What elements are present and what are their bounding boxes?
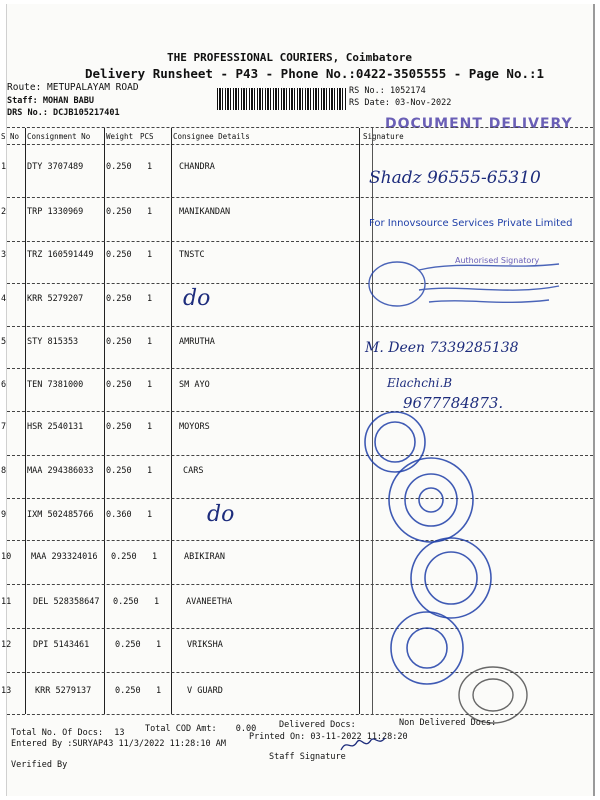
- company-name: THE PROFESSIONAL COURIERS, Coimbatore: [167, 51, 413, 64]
- row-weight: 0.360: [106, 510, 132, 520]
- row-weight: 0.250: [115, 640, 141, 650]
- row-consignment: KRR 5279207: [27, 294, 84, 304]
- row-consignee: VRIKSHA: [187, 640, 223, 650]
- v-guard-seal-stamp: [453, 664, 533, 726]
- delivered-docs-label: Delivered Docs:: [279, 720, 356, 730]
- row-consignment: DEL 528358647: [33, 597, 100, 607]
- row-consignee: CHANDRA: [179, 162, 215, 172]
- staff-signature-scribble: [339, 732, 389, 756]
- row-sno: 7: [1, 422, 7, 432]
- total-docs-value: 13: [114, 728, 125, 738]
- runsheet-page: [1, 4, 595, 796]
- col-pcs: PCS: [140, 132, 154, 141]
- row-pcs: 1: [147, 162, 153, 172]
- row-pcs: 1: [156, 686, 162, 696]
- total-cod-label: Total COD Amt:: [145, 724, 217, 734]
- signature-row-5: M. Deen 7339285138: [365, 340, 519, 356]
- ditto-mark: do: [207, 502, 235, 527]
- header-bottom-rule: [7, 144, 593, 145]
- row-sno: 4: [1, 294, 7, 304]
- col-sno: S No: [1, 132, 20, 141]
- row-pcs: 1: [147, 207, 153, 217]
- row-consignment: TEN 7381000: [27, 380, 84, 390]
- row-weight: 0.250: [106, 294, 132, 304]
- row-consignment: IXM 502485766: [27, 510, 94, 520]
- row-pcs: 1: [154, 597, 160, 607]
- runsheet-title: Delivery Runsheet - P43 - Phone No.:0422-3505555 - Page No.:1: [85, 66, 545, 81]
- col-divider: [359, 128, 360, 714]
- row-weight: 0.250: [106, 162, 132, 172]
- row-rule: [7, 368, 593, 369]
- row-pcs: 1: [147, 422, 153, 432]
- row-pcs: 1: [147, 294, 153, 304]
- col-divider: [171, 128, 172, 714]
- signature-row-1: Shadz 96555-65310: [369, 168, 541, 188]
- innovsource-stamp: For Innovsource Services Private Limited: [369, 218, 573, 229]
- row-pcs: 1: [147, 466, 153, 476]
- entered-by: Entered By :SURYAP43 11/3/2022 11:28:10 AM: [11, 739, 226, 749]
- barcode: [217, 88, 347, 110]
- row-pcs: 1: [156, 640, 162, 650]
- row-consignee: CARS: [183, 466, 204, 476]
- rs-number: RS No.: 1052174: [349, 86, 426, 96]
- row-sno: 10: [1, 552, 12, 562]
- row-consignment: MAA 294386033: [27, 466, 94, 476]
- row-sno: 12: [1, 640, 12, 650]
- row-rule: [7, 498, 593, 499]
- row-consignment: TRP 1330969: [27, 207, 84, 217]
- row-weight: 0.250: [115, 686, 141, 696]
- signature-row-6-phone: 9677784873.: [403, 394, 504, 412]
- row-consignee: ABIKIRAN: [184, 552, 225, 562]
- row-pcs: 1: [147, 250, 153, 260]
- col-divider: [104, 128, 105, 714]
- printed-on: Printed On: 03-11-2022 11:28:20: [249, 732, 408, 742]
- total-docs: [11, 728, 125, 738]
- authorised-signatory-stamp: Authorised Signatory: [455, 256, 540, 265]
- row-sno: 6: [1, 380, 7, 390]
- row-consignee: TNSTC: [179, 250, 205, 260]
- row-weight: 0.250: [113, 597, 139, 607]
- total-docs-label: Total No. Of Docs:: [11, 728, 104, 738]
- row-weight: 0.250: [111, 552, 137, 562]
- row-consignment: DTY 3707489: [27, 162, 84, 172]
- row-weight: 0.250: [106, 250, 132, 260]
- document-delivery-stamp: DOCUMENT DELIVERY: [385, 116, 573, 132]
- row-pcs: 1: [147, 510, 153, 520]
- row-consignment: DPI 5143461: [33, 640, 90, 650]
- col-signature: Signature: [363, 132, 404, 141]
- row-sno: 1: [1, 162, 7, 172]
- row-rule: [7, 540, 593, 541]
- row-pcs: 1: [147, 380, 153, 390]
- row-consignee: MANIKANDAN: [179, 207, 231, 217]
- row-consignee: AVANEETHA: [186, 597, 233, 607]
- row-consignee: AMRUTHA: [179, 337, 215, 347]
- row-pcs: 1: [147, 337, 153, 347]
- row-rule: [7, 197, 593, 198]
- motors-pvt-ltd-seal: [377, 456, 487, 546]
- row-rule: [7, 455, 593, 456]
- row-consignment: MAA 293324016: [31, 552, 98, 562]
- row-sno: 2: [1, 207, 7, 217]
- col-weight: Weight: [106, 132, 134, 141]
- row-weight: 0.250: [106, 466, 132, 476]
- header-top-rule: [7, 127, 593, 128]
- ditto-mark: do: [183, 286, 211, 311]
- row-weight: 0.250: [106, 380, 132, 390]
- row-weight: 0.250: [106, 337, 132, 347]
- drs-number: DRS No.: DCJB105217401: [7, 108, 120, 118]
- signature-row-6-name: Elachchi.B: [387, 376, 453, 390]
- row-consignment: STY 815353: [27, 337, 79, 347]
- row-rule: [7, 584, 593, 585]
- col-divider: [25, 128, 26, 714]
- row-consignee: SM AYO: [179, 380, 210, 390]
- row-rule: [7, 628, 593, 629]
- total-cod: [145, 724, 256, 734]
- row-sno: 8: [1, 466, 7, 476]
- row-weight: 0.250: [106, 207, 132, 217]
- row-pcs: 1: [152, 552, 158, 562]
- non-delivered-docs-label: Non Delivered Docs:: [399, 718, 497, 728]
- row-consignee: MOYORS: [179, 422, 210, 432]
- row-consignee: V GUARD: [187, 686, 223, 696]
- row-sno: 5: [1, 337, 7, 347]
- row-sno: 9: [1, 510, 7, 520]
- staff-signature-label: Staff Signature: [269, 752, 346, 762]
- route-label: Route: METUPALAYAM ROAD: [7, 82, 139, 93]
- row-consignment: TRZ 160591449: [27, 250, 94, 260]
- row-weight: 0.250: [106, 422, 132, 432]
- row-sno: 11: [1, 597, 12, 607]
- row-sno: 13: [1, 686, 12, 696]
- total-cod-value: 0.00: [235, 724, 257, 734]
- rs-date: RS Date: 03-Nov-2022: [349, 98, 452, 108]
- row-consignment: KRR 5279137: [35, 686, 92, 696]
- row-consignment: HSR 2540131: [27, 422, 84, 432]
- row-rule: [7, 411, 593, 412]
- verified-by-label: Verified By: [11, 760, 68, 770]
- staff-label: Staff: MOHAN BABU: [7, 96, 94, 106]
- row-sno: 3: [1, 250, 7, 260]
- company-seal-stamp: [359, 240, 569, 330]
- col-consignment: Consignment No: [27, 132, 91, 141]
- col-consignee: Consignee Details: [173, 132, 250, 141]
